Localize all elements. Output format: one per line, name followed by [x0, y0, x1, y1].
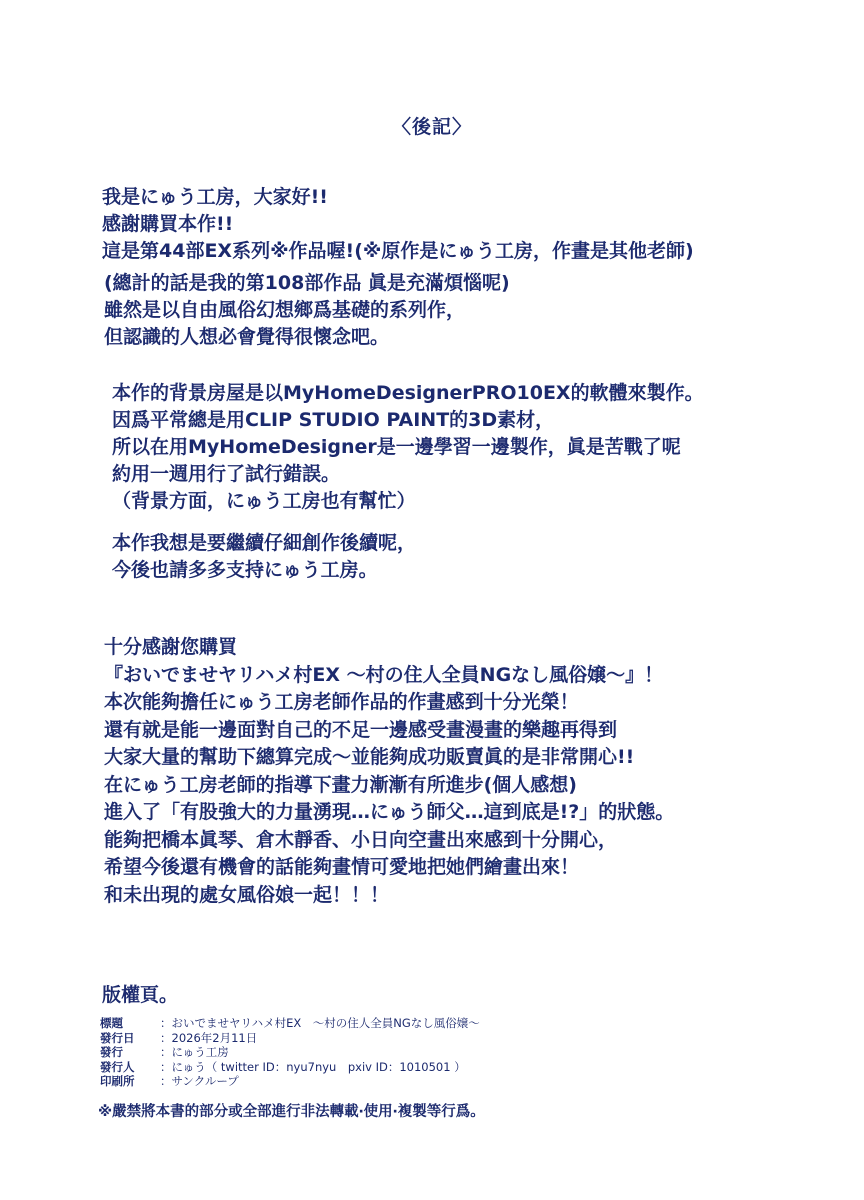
- continuation-paragraph: [112, 530, 416, 584]
- text-line: 約用一週用行了試行錯誤。: [112, 463, 341, 485]
- text-line: 十分感謝您購買: [104, 636, 238, 658]
- text-line: 本作我想是要繼續仔細創作後續呢，: [112, 532, 417, 554]
- text-line: 本作的背景房屋是以MyHomeDesignerPRO10EX的軟體來製作。: [112, 382, 704, 404]
- text-line: 所以在用MyHomeDesigner是一邊學習一邊製作，眞是苦戰了呢: [112, 436, 681, 458]
- text-line: 在にゅう工房老師的指導下畫力漸漸有所進步(個人感想): [104, 773, 577, 796]
- colophon-table: [100, 1016, 480, 1089]
- colophon-label: 發行日: [100, 1030, 135, 1045]
- text-line: (總計的話是我的第108部作品 眞是充滿煩惱呢): [104, 272, 510, 294]
- text-line: 能夠把橋本眞琴、倉木靜香、小日向空畫出來感到十分開心，: [104, 828, 618, 851]
- colophon-value: ：サンクループ: [160, 1074, 239, 1088]
- text-line: 今後也請多多支持にゅう工房。: [112, 559, 378, 581]
- text-line: 因爲平常總是用CLIP STUDIO PAINT的3D素材，: [112, 409, 555, 431]
- colophon-label: 印刷所: [100, 1074, 135, 1088]
- text-line: 這是第44部EX系列※作品喔!(※原作是にゅう工房，作畫是其他老師): [102, 240, 694, 262]
- text-line: 和未出現的處女風俗娘一起！！！: [104, 883, 390, 906]
- text-line: 感謝購買本作!!: [102, 213, 234, 235]
- colophon-value: ：2026年2月11日: [160, 1030, 258, 1045]
- copyright-notice: ※嚴禁將本書的部分或全部進行非法轉載‧使用‧複製等行爲。: [98, 1104, 485, 1120]
- colophon-row-title: [100, 1016, 480, 1031]
- colophon-heading: 版權頁。: [102, 984, 179, 1006]
- artist-message-paragraph: [104, 634, 674, 909]
- colophon-row-date: [100, 1031, 480, 1046]
- colophon-label: 發行: [100, 1045, 123, 1059]
- colophon-value: ：にゅう（ twitter ID：nyu7nyu pxiv ID：1010501 ）: [160, 1059, 466, 1074]
- background-paragraph: [112, 380, 704, 515]
- text-line: 進入了「有股強大的力量湧現…にゅう師父…這到底是!?」的狀態。: [104, 801, 675, 823]
- work-count-paragraph: [104, 270, 510, 351]
- text-line: 雖然是以自由風俗幻想鄉爲基礎的系列作，: [104, 299, 466, 321]
- text-line: 希望今後還有機會的話能夠畫情可愛地把她們繪畫出來！: [104, 856, 580, 878]
- colophon-label: 發行人: [100, 1059, 135, 1074]
- colophon-row-issuer: [100, 1060, 480, 1075]
- colophon-value: ：にゅう工房: [160, 1045, 229, 1059]
- text-line: 本次能夠擔任にゅう工房老師作品的作畫感到十分光榮！: [104, 691, 579, 713]
- colophon-value: ：おいでませヤリハメ村EX ～村の住人全員NGなし風俗嬢～: [160, 1016, 480, 1030]
- colophon-label: 標題: [100, 1016, 123, 1030]
- text-line: 還有就是能一邊面對自己的不足一邊感受畫漫畫的樂趣再得到: [104, 718, 618, 741]
- text-line: 『おいでませヤリハメ村EX ～村の住人全員NGなし風俗嬢～』！: [104, 663, 664, 686]
- afterword-title: 〈後記〉: [391, 116, 472, 138]
- text-line: 但認識的人想必會覺得很懷念吧。: [104, 326, 390, 348]
- intro-paragraph: [102, 184, 694, 265]
- text-line: 我是にゅう工房，大家好!!: [102, 186, 328, 208]
- text-line: （背景方面，にゅう工房也有幫忙）: [112, 490, 416, 512]
- colophon-row-printer: [100, 1074, 480, 1089]
- text-line: 大家大量的幫助下總算完成～並能夠成功販賣眞的是非常開心!!: [104, 746, 635, 768]
- colophon-row-publisher: [100, 1045, 480, 1060]
